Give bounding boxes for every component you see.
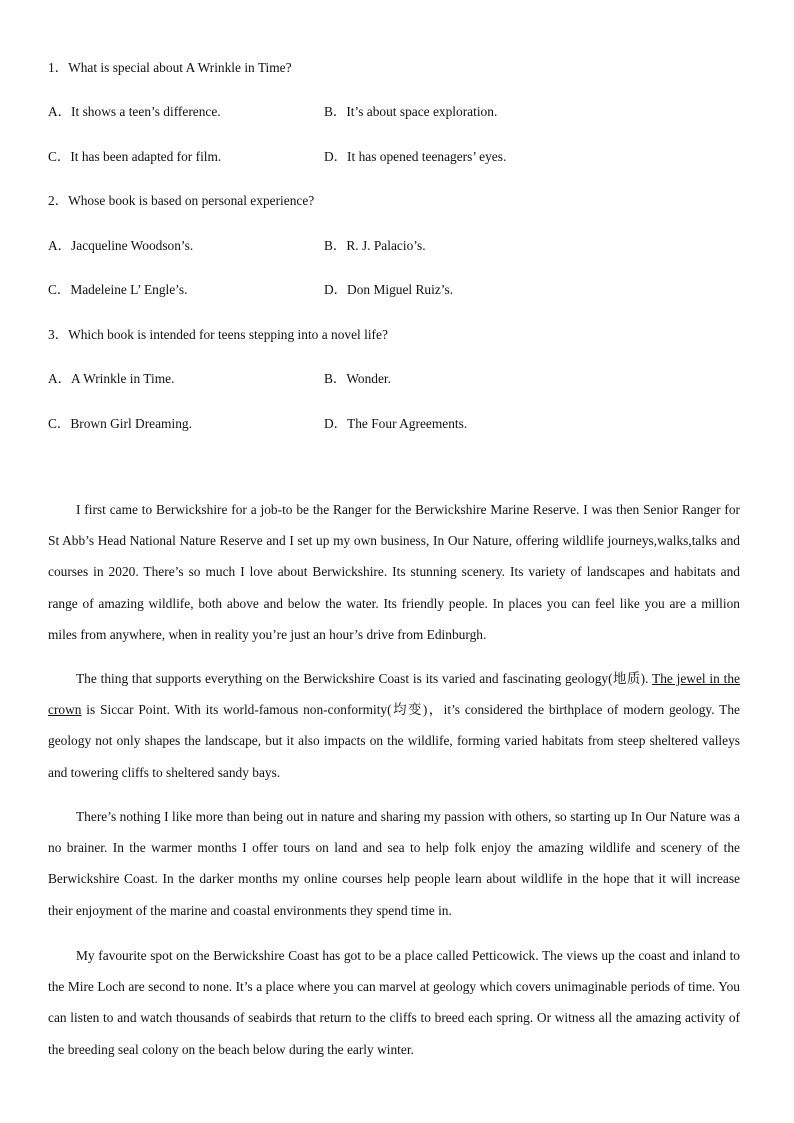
- passage-paragraph-4: [48, 940, 740, 1065]
- underlined-phrase: The jewel in the crown: [48, 671, 741, 718]
- question-2-stem: 2．Whose book is based on personal experience?: [48, 193, 315, 208]
- paragraph-4-text: My favourite spot on the Berwickshire Coast has got to be a place called Petticowick. The views up the coast and inland to the Mire Loch are second to none. It’s a place where you can marvel at geology which covers unimaginable periods of time. You can listen to and watch thousands of seabirds that return to the cliffs to breed each spring. Or witness all the amazing activity of the breeding seal colony on the beach below during the early winter.: [48, 948, 740, 1057]
- paragraph-3-text: There’s nothing I like more than being out in nature and sharing my passion with others, so starting up In Our Nature was a no brainer. In the warmer months I offer tours on land and sea to help folk enjoy the amazing wildlife and scenery of the Berwickshire Coast. In the darker months my online courses help people learn about wildlife in the hope that it will increase their enjoyment of the marine and coastal environments they spend time in.: [48, 809, 740, 918]
- question-3-option-a: A．A Wrinkle in Time.: [48, 371, 175, 386]
- question-1-option-a: A．It shows a teen’s difference.: [48, 104, 221, 119]
- question-3-stem: 3．Which book is intended for teens stepping into a novel life?: [48, 327, 388, 342]
- question-3-option-b: B．Wonder.: [324, 371, 391, 386]
- paragraph-2-text: [48, 663, 740, 788]
- question-1-option-b: B．It’s about space exploration.: [324, 104, 498, 119]
- question-1-stem: 1．What is special about A Wrinkle in Time?: [48, 60, 292, 75]
- question-2-option-a: A．Jacqueline Woodson’s.: [48, 238, 194, 253]
- passage-paragraph-2: [48, 663, 740, 788]
- paragraph-2-lead: The thing that supports everything on the Berwickshire Coast is its varied and fascinating geology(地质).: [76, 671, 653, 686]
- question-2-option-d: D．Don Miguel Ruiz’s.: [324, 282, 454, 297]
- question-3-option-c: C．Brown Girl Dreaming.: [48, 416, 192, 431]
- passage-paragraph-1: [48, 494, 740, 650]
- question-2-option-b: B．R. J. Palacio’s.: [324, 238, 426, 253]
- question-3-option-d: D．The Four Agreements.: [324, 416, 468, 431]
- question-1-option-c: C．It has been adapted for film.: [48, 149, 222, 164]
- paragraph-2-rest: is Siccar Point. With its world-famous non-conformity(均变)，it’s considered the birthplace of modern geology. The geology not only shapes the landscape, but it also impacts on the wildlife, forming varied habitats from steep sheltered valleys and towering cliffs to sheltered sandy bays.: [48, 702, 740, 780]
- passage-paragraph-3: [48, 801, 740, 926]
- paragraph-1-text: I first came to Berwickshire for a job-to be the Ranger for the Berwickshire Marine Reserve. I was then Senior Ranger for St Abb’s Head National Nature Reserve and I set up my own business, In Our Nature, offering wildlife journeys,walks,talks and courses in 2020. There’s so much I love about Berwickshire. Its stunning scenery. Its variety of landscapes and habitats and range of amazing wildlife, both above and below the water. Its friendly people. In places you can feel like you are a million miles from anywhere, when in reality you’re just an hour’s drive from Edinburgh.: [48, 502, 740, 642]
- question-2-option-c: C．Madeleine L’ Engle’s.: [48, 282, 188, 297]
- question-1-option-d: D．It has opened teenagers’ eyes.: [324, 149, 507, 164]
